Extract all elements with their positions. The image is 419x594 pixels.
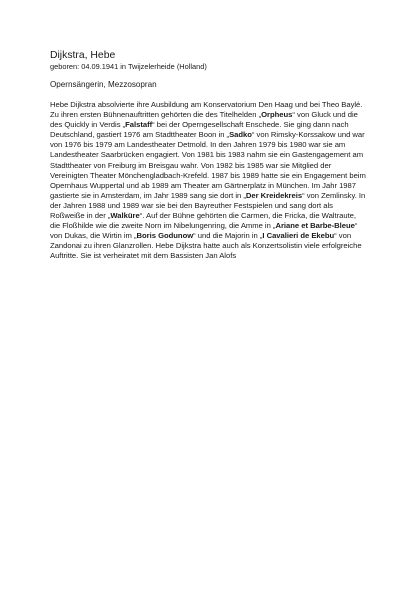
work-title: Ariane et Barbe-Bleue xyxy=(275,221,355,231)
birth-info: geboren: 04.09.1941 in Twijzelerheide (Holland) xyxy=(50,62,207,71)
bio-text: “ von Rimsky-Korssakow und war von 1976 bis 1979 am Landestheater Detmold. In den Jahren 1979 bis 1980 war sie am Landestheater Saarbrücken engagiert. Von 1981 bis 1983 nahm sie ein Gastengagement am Stadttheater von Freiburg im Breisgau wahr. Von 1982 bis 1985 war sie Mitglied der Vereinigten Theater Mönchengladbach-Krefeld. 1987 bis 1989 hatte sie ein Engagement beim Opernhaus Wuppertal und ab 1989 am Theater am Gärtnerplatz in München. Im Jahr 1987 gastierte sie in Amsterdam, im Jahr 1989 sang sie dort in „ xyxy=(50,130,366,200)
voice-type: Opernsängerin, Mezzosopran xyxy=(50,80,157,89)
bio-text: “. Auf der Bühne gehörten die Carmen, die Fricka, die Waltraute, die Floßhilde wie die zweite Norn im Nibelungenring, die Amme in „ xyxy=(50,211,357,231)
biography-paragraph xyxy=(50,100,368,262)
bio-text: “ von Zandonai zu ihren Glanzrollen. Hebe Dijkstra hatte auch als Konzertsolistin viele erfolgreiche Auftritte. Sie ist verheiratet mit dem Bassisten Jan Alofs xyxy=(50,231,362,261)
person-name: Dijkstra, Hebe xyxy=(50,50,116,61)
work-title: I Cavalieri de Ekebu xyxy=(262,231,335,241)
bio-text: “ von Dukas, die Wirtin im „ xyxy=(50,221,358,241)
work-title: Der Kreidekreis xyxy=(245,190,303,200)
work-title: Walküre xyxy=(110,211,140,221)
work-title: Falstaff xyxy=(125,120,153,130)
work-title: Orpheus xyxy=(261,110,293,120)
document-page xyxy=(50,49,368,262)
bio-text: “ von Zemlinsky. In der Jahren 1988 und 1989 war sie bei den Bayreuther Festspielen und sang dort als Roßweiße in der „ xyxy=(50,190,366,221)
work-title: Boris Godunow xyxy=(136,231,194,241)
work-title: Sadko xyxy=(229,130,252,140)
bio-text: “ von Gluck und die des Quickly in Verdis „ xyxy=(50,110,358,130)
bio-text: “ bei der Operngesellschaft Enschede. Sie ging dann nach Deutschland, gastiert 1976 am Stadttheater Boon in „ xyxy=(50,120,349,140)
bio-text: “ und die Majorin in „ xyxy=(193,231,263,241)
bio-text: Hebe Dijkstra absolvierte ihre Ausbildung am Konservatorium Den Haag und bei Theo Baylé. Zu ihren ersten Bühnenauftritten gehörten die des Titelhelden „ xyxy=(50,100,363,120)
